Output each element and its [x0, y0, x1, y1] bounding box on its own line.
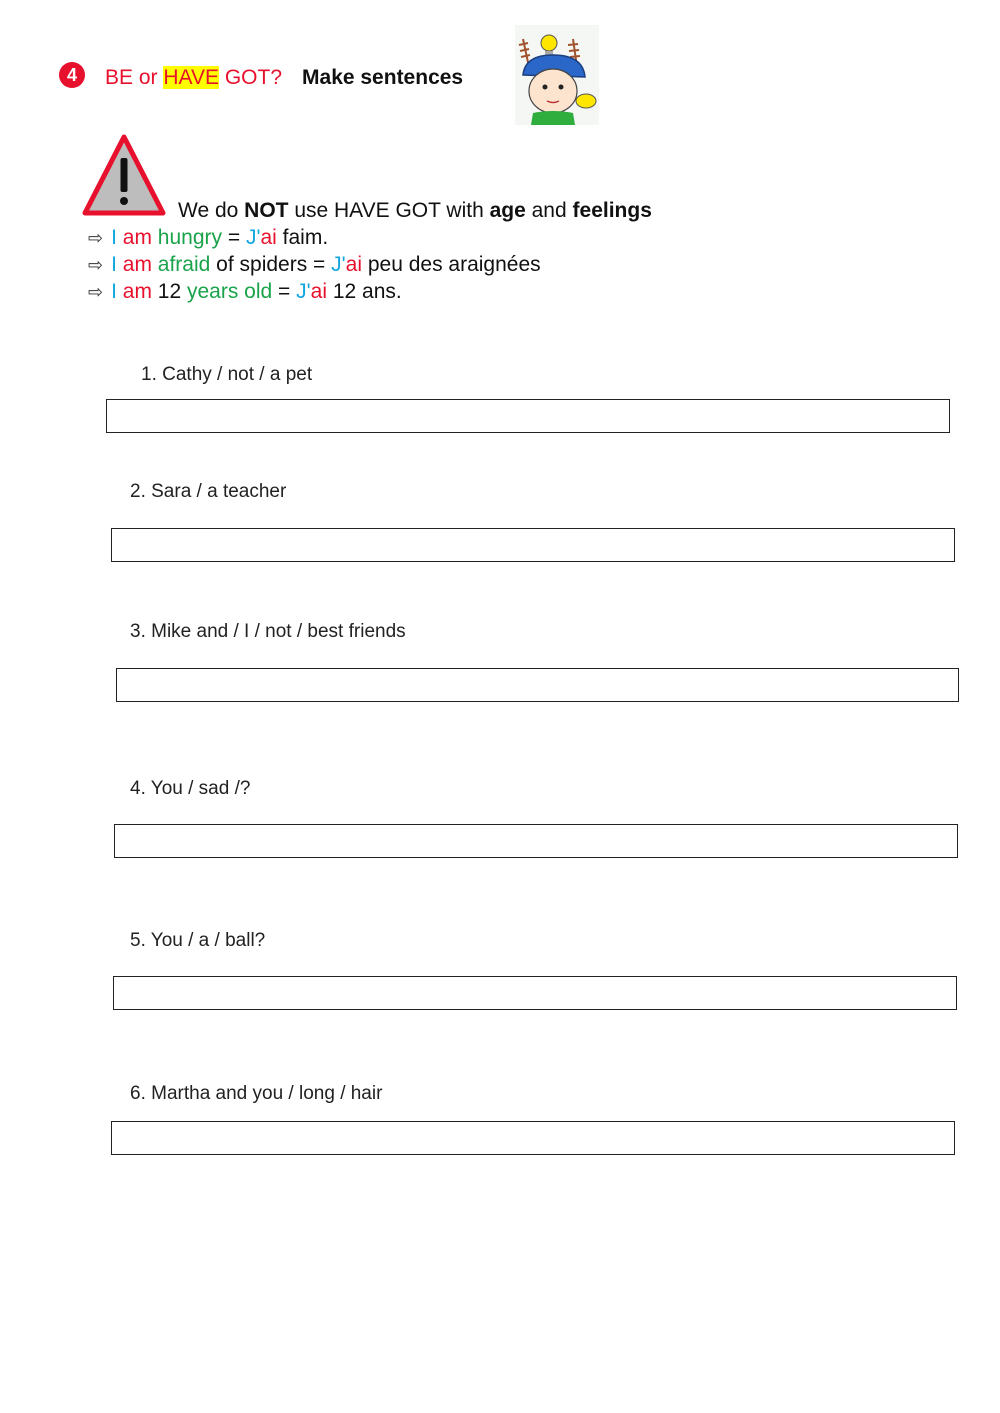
ex-word: hungry	[151, 226, 222, 249]
example-line	[88, 253, 541, 277]
ex-word: am	[116, 226, 152, 249]
thinking-kid-icon	[515, 25, 599, 125]
ex-word: =	[222, 226, 246, 249]
arrow-icon: ⇨	[88, 228, 104, 248]
ex-word: am	[116, 253, 152, 276]
warning-icon	[82, 134, 166, 218]
ex-word: ai	[260, 226, 277, 249]
ex-word: =	[272, 280, 297, 303]
title-make-sentences: Make sentences	[302, 66, 464, 89]
item-prompt: 5. You / a / ball?	[130, 930, 266, 951]
arrow-icon: ⇨	[88, 255, 104, 275]
ex-word: I	[111, 280, 117, 303]
answer-field-1[interactable]	[106, 399, 950, 433]
answer-field-3[interactable]	[116, 668, 959, 702]
answer-field-4[interactable]	[114, 824, 958, 858]
ex-word: peu des araignées	[362, 253, 541, 276]
ex-word: J'	[296, 280, 311, 303]
title-have-highlight: HAVE	[163, 66, 219, 89]
rule-mid: use HAVE GOT with	[288, 199, 490, 222]
ex-word: J'	[245, 226, 261, 249]
item-prompt: 6. Martha and you / long / hair	[130, 1083, 383, 1104]
rule-pre: We do	[178, 199, 245, 222]
item-prompt: 2. Sara / a teacher	[130, 481, 287, 502]
ex-word: afraid	[151, 253, 211, 276]
rule-not: NOT	[244, 199, 289, 222]
answer-field-2[interactable]	[111, 528, 955, 562]
ex-word: of spiders =	[210, 253, 332, 276]
title-be-or: BE or	[105, 66, 164, 89]
ex-word: faim.	[276, 226, 329, 249]
rule-feelings: feelings	[572, 199, 652, 222]
ex-word: I	[111, 226, 117, 249]
ex-word: 12 ans.	[327, 280, 402, 303]
ex-word: am	[116, 280, 152, 303]
rule-age: age	[489, 199, 526, 222]
example-line	[88, 226, 328, 250]
ex-word: ai	[310, 280, 328, 303]
ex-word: J'	[331, 253, 346, 276]
rule-text	[178, 199, 652, 223]
item-prompt: 1. Cathy / not / a pet	[141, 364, 313, 385]
item-prompt: 4. You / sad /?	[130, 778, 251, 799]
arrow-icon: ⇨	[88, 282, 104, 302]
example-line	[88, 280, 402, 304]
exercise-number-badge: 4	[59, 62, 85, 88]
exercise-title	[105, 66, 463, 90]
ex-word: I	[111, 253, 117, 276]
item-prompt: 3. Mike and / I / not / best friends	[130, 621, 406, 642]
rule-and: and	[525, 199, 573, 222]
answer-field-6[interactable]	[111, 1121, 955, 1155]
answer-field-5[interactable]	[113, 976, 957, 1010]
ex-word: 12	[151, 280, 187, 303]
ex-word: ai	[345, 253, 363, 276]
title-got: GOT?	[219, 66, 283, 89]
ex-word: years old	[186, 280, 273, 303]
